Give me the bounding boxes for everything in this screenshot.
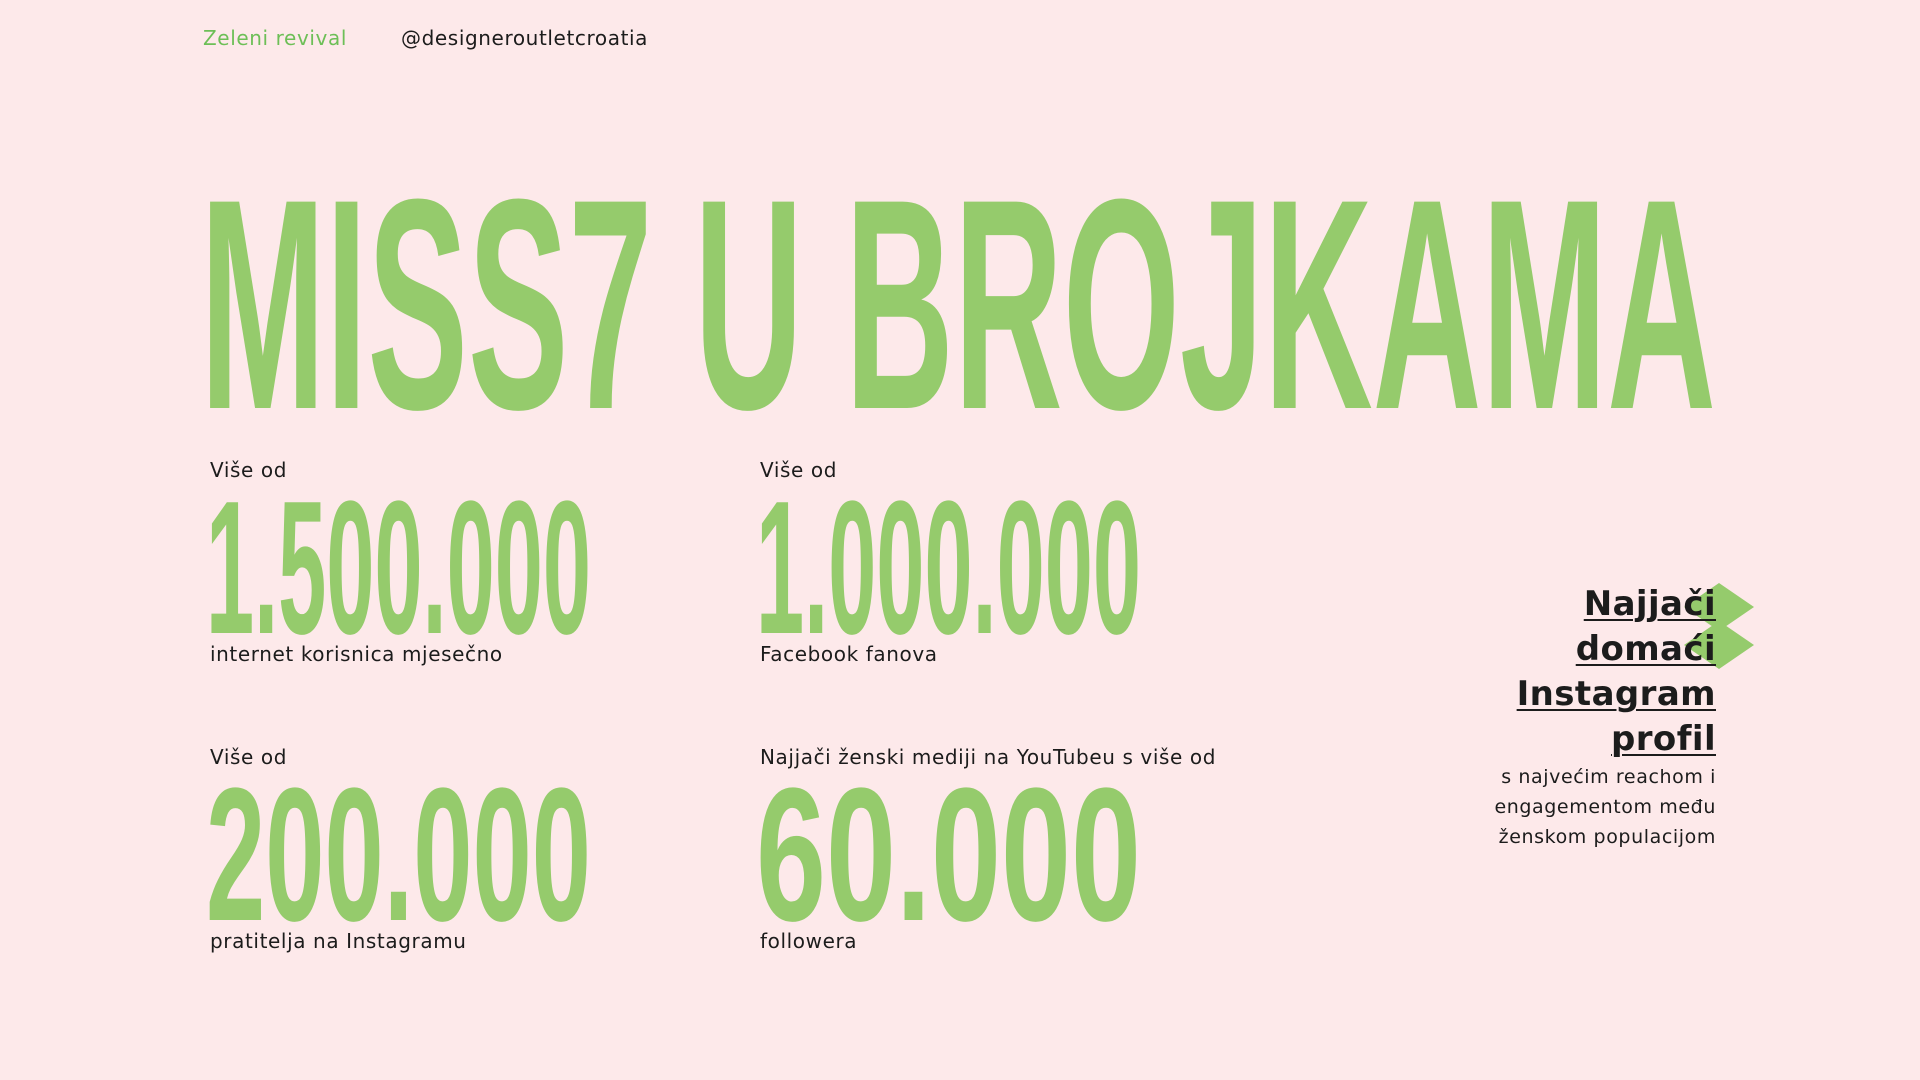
stat-number (756, 777, 1146, 923)
callout-description (1396, 762, 1716, 852)
stat-internet-users (206, 458, 596, 666)
callout-title (1396, 582, 1716, 762)
callout-title-line: Instagram (1516, 674, 1716, 714)
stat-caption: pratitelja na Instagramu (210, 929, 467, 953)
stat-number-text: 200.000 (206, 777, 591, 923)
callout-title-line: domaći (1575, 629, 1716, 669)
stat-prefix: Više od (760, 458, 838, 482)
stat-number (206, 777, 596, 923)
callout-description-line: engagementom među (1494, 796, 1716, 818)
stat-prefix: Najjači ženski mediji na YouTubeu s više od (760, 745, 1217, 769)
instagram-handle[interactable]: @designeroutletcroatia (401, 26, 649, 50)
top-header (203, 26, 648, 50)
callout-description-line: s najvećim reachom i (1501, 766, 1716, 788)
stat-caption: Facebook fanova (760, 642, 938, 666)
stat-number (206, 490, 596, 636)
stat-number-text: 1.500.000 (206, 490, 591, 636)
stat-number-text: 1.000.000 (756, 490, 1141, 636)
stat-number (756, 490, 1146, 636)
stat-caption: followera (760, 929, 858, 953)
callout-description-line: ženskom populacijom (1498, 826, 1716, 848)
instagram-callout (1396, 582, 1716, 852)
callout-title-line: Najjači (1583, 584, 1716, 624)
stat-prefix: Više od (210, 458, 288, 482)
stat-caption: internet korisnica mjesečno (210, 642, 503, 666)
section-label: Zeleni revival (203, 26, 347, 50)
stat-instagram-followers (206, 745, 596, 953)
stat-number-text: 60.000 (756, 777, 1141, 923)
callout-title-line: profil (1611, 719, 1716, 759)
stat-prefix: Više od (210, 745, 288, 769)
hero-title (200, 118, 1720, 418)
stat-youtube-followers (756, 745, 1217, 953)
hero-title-text: MISS7 U BROJKAMA (200, 136, 1716, 418)
stat-facebook-fans (756, 458, 1146, 666)
